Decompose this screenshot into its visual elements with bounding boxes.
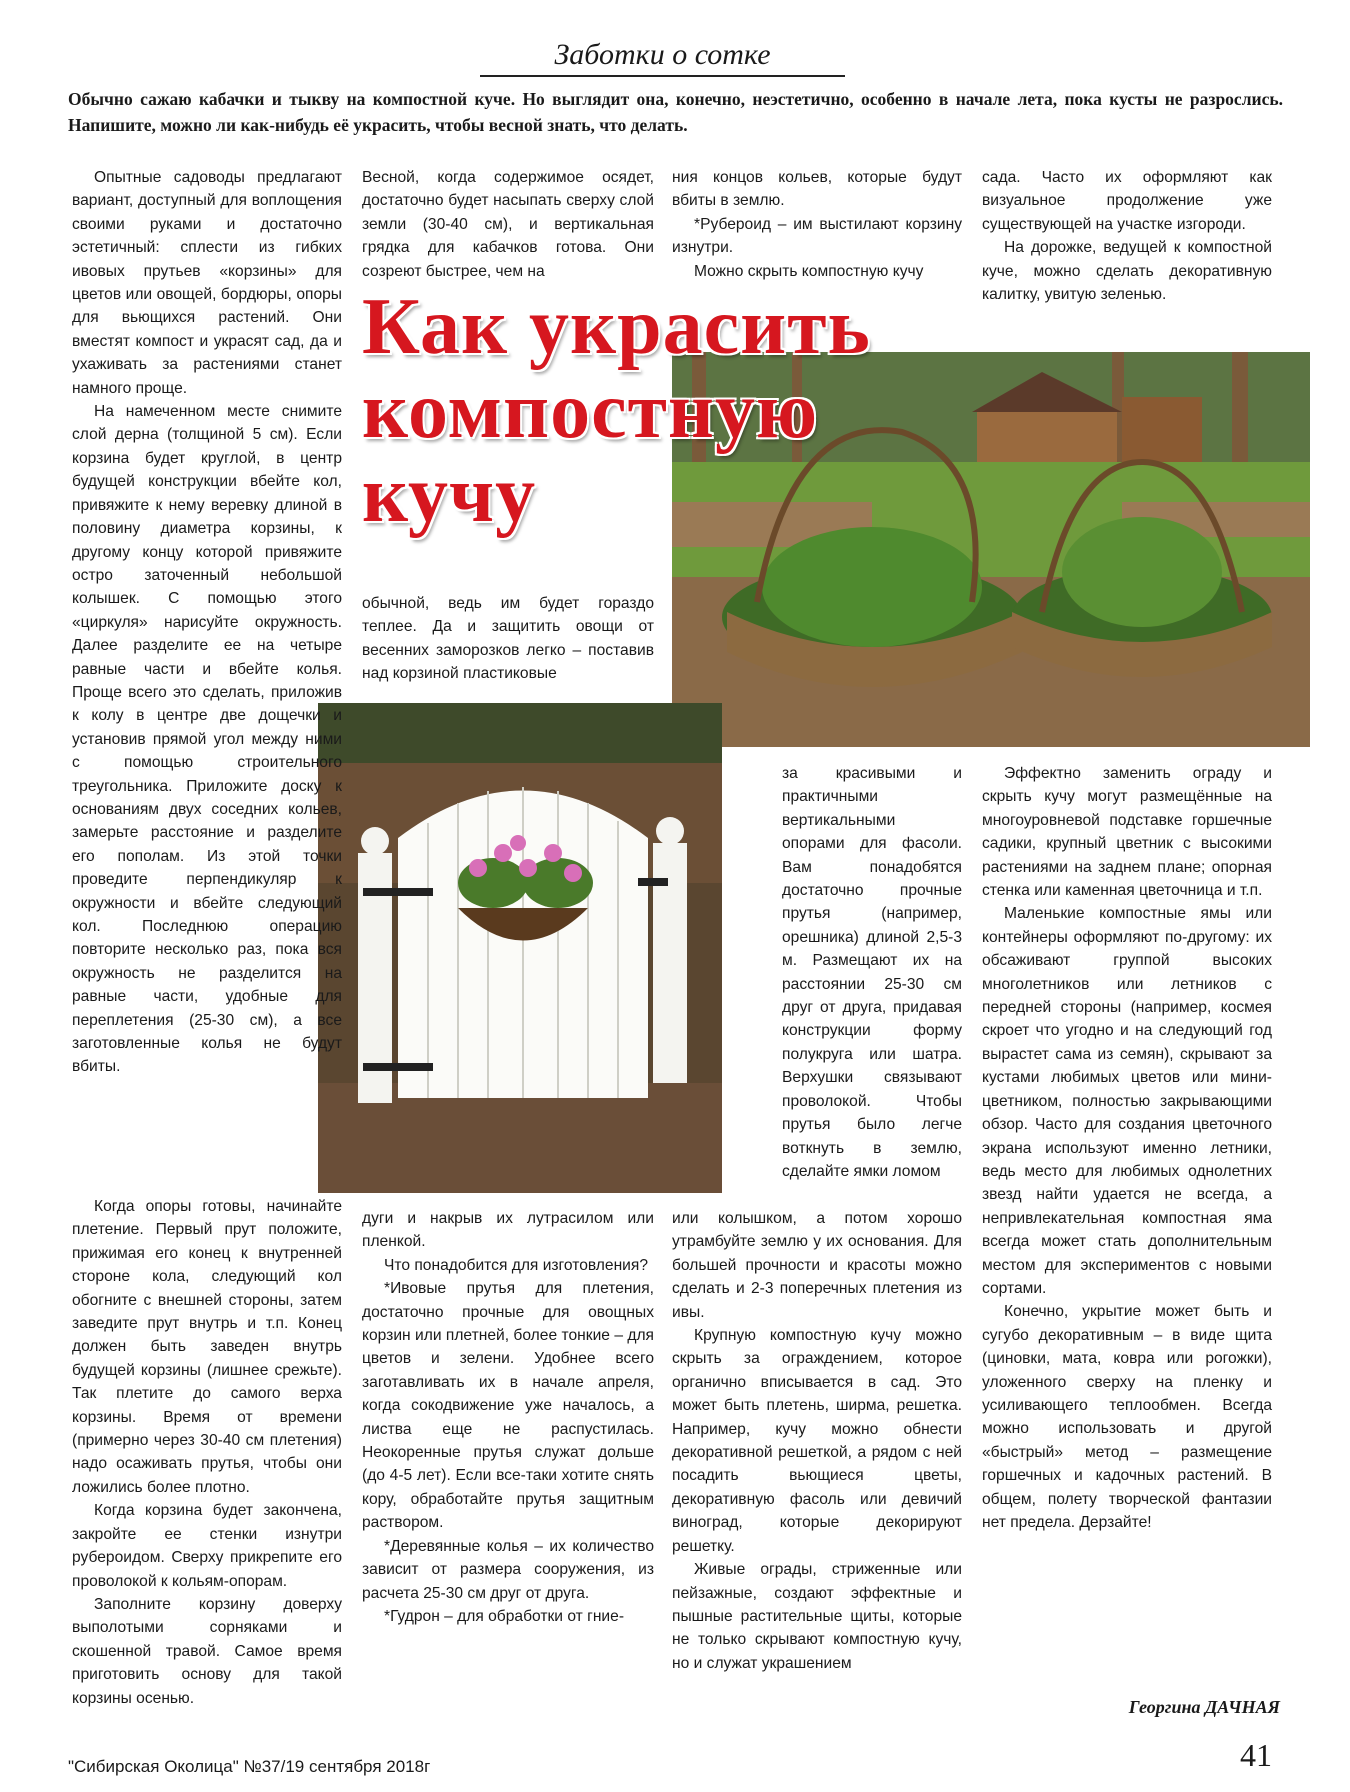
col3-narrow-text: за красивыми и практичными вертикальными опорами для фасоли. Вам понадобятся достаточно прочные прутья (например, орешника) длиной 2,5-3 м. Размещают их на расстоянии 25-30 см друг от друга, придавая конструкции форму полукруга или шатра. Верхушки связывают проволокой. Чтобы прутья было легче воткнуть в землю, сделайте ямки ломом	[782, 765, 962, 1180]
col3-wide-text: или колышком, а потом хорошо утрамбуйте землю у их основания. Для большей прочности и красоты можно сделать и 2-3 поперечных плетения из ивы.	[672, 1210, 962, 1321]
col1-paragraph-1: Опытные садоводы предлагают вариант, доступный для воплощения своими руками и достаточно эстетичный: сплести из гибких ивовых прутьев «корзины» для цветов или овощей, бордюры, опоры для вьющихся растений. Они вместят компост и украсят сад, да и ухаживать за растениями станет намного проще.	[72, 169, 342, 397]
col4-paragraph-1: Эффектно заменить ограду и скрыть кучу могут размещённые на многоуровневой подставке горшечные садики, крупный цветник с высокими растениями на заднем плане; опорная стенка или каменная цветочница и т.п.	[982, 765, 1272, 900]
col4-top-2: На дорожке, ведущей к компостной куче, можно сделать декоративную калитку, увитую зеленью.	[982, 239, 1272, 304]
column-3-top	[672, 166, 962, 283]
headline-line-1: Как украсить	[362, 283, 871, 371]
reader-question: Обычно сажаю кабачки и тыкву на компостной куче. Но выглядит она, конечно, неэстетично, особенно в начале лета, пока кусты не разрослись. Напишите, можно ли как-нибудь её украсить, чтобы весной знать, что делать.	[68, 89, 1283, 135]
col2-paragraph-2: Что понадобится для изготовления?	[384, 1256, 649, 1274]
col1-paragraph-4: Когда корзина будет закончена, закройте ее стенки изнутри рубероидом. Сверху прикрепите его проволокой к кольям-опорам.	[72, 1502, 342, 1590]
column-3-bottom	[672, 1207, 962, 1675]
column-1-top	[72, 166, 342, 1079]
col2-paragraph-3: *Ивовые прутья для плетения, достаточно прочные для овощных корзин или плетней, более тонкие – для цветов и зелени. Удобнее всего заготавливать их в начале апреля, когда сокодвижение уже началось, а листва еще не распустилась. Неокоренные прутья служат дольше (до 4-5 лет). Если все-таки хотите снять кору, обработайте прутья защитным раствором.	[362, 1280, 654, 1532]
column-1-bottom	[72, 1195, 342, 1710]
column-3-narrow	[782, 762, 962, 1183]
publication-footer: "Сибирская Околица" №37/19 сентября 2018г	[68, 1757, 431, 1776]
col3-paragraph-3: Живые ограды, стриженные или пейзажные, создают эффектные и пышные растительные щиты, которые не только скрывают компостную кучу, но и служат украшением	[672, 1561, 962, 1672]
column-2-bottom	[362, 1207, 654, 1628]
col2-mid-text: обычной, ведь им будет гораздо теплее. Да и защитить овощи от весенних заморозков легко – поставив над корзиной пластиковые	[362, 595, 654, 683]
rubric-title: Заботки о сотке	[554, 38, 771, 71]
col3-top-3: Можно скрыть компостную кучу	[694, 262, 924, 280]
col4-top-1: сада. Часто их оформляют как визуальное продолжение уже существующей на участке изгороди.	[982, 169, 1272, 233]
col3-top-1: ния концов кольев, которые будут вбиты в землю.	[672, 169, 962, 210]
col4-paragraph-3: Конечно, укрытие может быть и сугубо декоративным – в виде щита (циновки, мата, ковра или рогожки), уложенного сверху на пленку и усиливающего теплообмен. Всегда можно использовать и другой «быстрый» метод – размещение горшечных и кадочных растений. В общем, полету творческой фантазии нет предела. Дерзайте!	[982, 1303, 1272, 1531]
page-number: 41	[1240, 1737, 1272, 1773]
headline-line-2: компостную	[362, 367, 819, 455]
col2-paragraph-5: *Гудрон – для обработки от гние-	[384, 1607, 625, 1625]
col3-paragraph-2: Крупную компостную кучу можно скрыть за ограждением, которое органично вписывается в сад. Это может быть плетень, ширма, решетка. Например, кучу можно обнести декоративной решеткой, а рядом с ней посадить вьющиеся цветы, декоративную фасоль или девичий виноград, которые декорируют решетку.	[672, 1327, 962, 1555]
column-4-bottom	[982, 762, 1272, 1534]
col1-paragraph-5: Заполните корзину доверху выполотыми сорняками и скошенной травой. Самое время приготовить основу для такой корзины осенью.	[72, 1595, 342, 1707]
col3-top-2: *Рубероид – им выстилают корзину изнутри.	[672, 215, 962, 257]
col1-paragraph-3: Когда опоры готовы, начинайте плетение. Первый прут положите, прижимая его конец к внутренней стороне кола, следующий кол обогните с внешней стороны, затем заведите прут внутрь и т.п. Конец должен быть заведен внутрь будущей корзины (лишнее срежьте). Так плетите до самого верха корзины. Время от времени (примерно через 30-40 см плетения) надо осаживать прутья, чтобы они ложились более плотно.	[72, 1198, 342, 1496]
col2-top-text: Весной, когда содержимое осядет, достаточно будет насыпать сверху слой земли (30-40 см), и вертикальная грядка для кабачков готова. Они созреют быстрее, чем на	[362, 169, 654, 280]
rubric-divider	[480, 75, 845, 77]
col1-paragraph-2: На намеченном месте снимите слой дерна (толщиной 5 см). Если корзина будет круглой, в центр будущей конструкции вбейте кол, привяжите к нему веревку длиной в половину диаметра корзины, к другому концу которой привяжите остро заточенный небольшой колышек. С помощью этого «циркуля» нарисуйте окружность. Далее разделите ее на четыре равные части и вбейте колья. Проще всего это сделать, приложив к колу в центре две дощечки и установив прямой угол между ними с помощью строительного треугольника. Приложите доску к основаниям двух соседних кольев, замерьте расстояние и разделите его пополам. Из этой точки проведите перпендикуляр к окружности и вбейте следующий кол. Последнюю операцию повторите несколько раз, пока вся окружность не разделится на равные части, удобные для переплетения (25-30 см), а все заготовленные колья не будут вбиты.	[72, 403, 342, 1076]
garden-gate-photo	[318, 703, 722, 1193]
column-2-mid	[362, 592, 654, 686]
col2-paragraph-4: *Деревянные колья – их количество зависит от размера сооружения, из расчета 25-30 см друг от друга.	[362, 1537, 654, 1602]
col4-paragraph-2: Маленькие компостные ямы или контейнеры оформляют по-другому: их обсаживают группой высоких многолетников или летников с передней стороны (например, космея скроет что угодно и на следующий год вырастет сама из семян), скрывают за кустами любимых цветов или мини-цветником, полностью закрывающими обзор. Часто для создания цветочного экрана используют именно летники, ведь место для любимых однолетних звезд найти удается не всегда, а непривлекательная компостная яма всегда может стать дополнительным местом для экспериментов с новыми сортами.	[982, 905, 1272, 1297]
col2-paragraph-1: дуги и накрыв их лутрасилом или пленкой.	[362, 1210, 654, 1251]
author-signature: Георгина ДАЧНАЯ	[1128, 1697, 1280, 1717]
headline-line-3: кучу	[362, 451, 537, 539]
column-4-top	[982, 166, 1272, 306]
column-2-top	[362, 166, 654, 283]
article-headline	[362, 285, 1042, 537]
